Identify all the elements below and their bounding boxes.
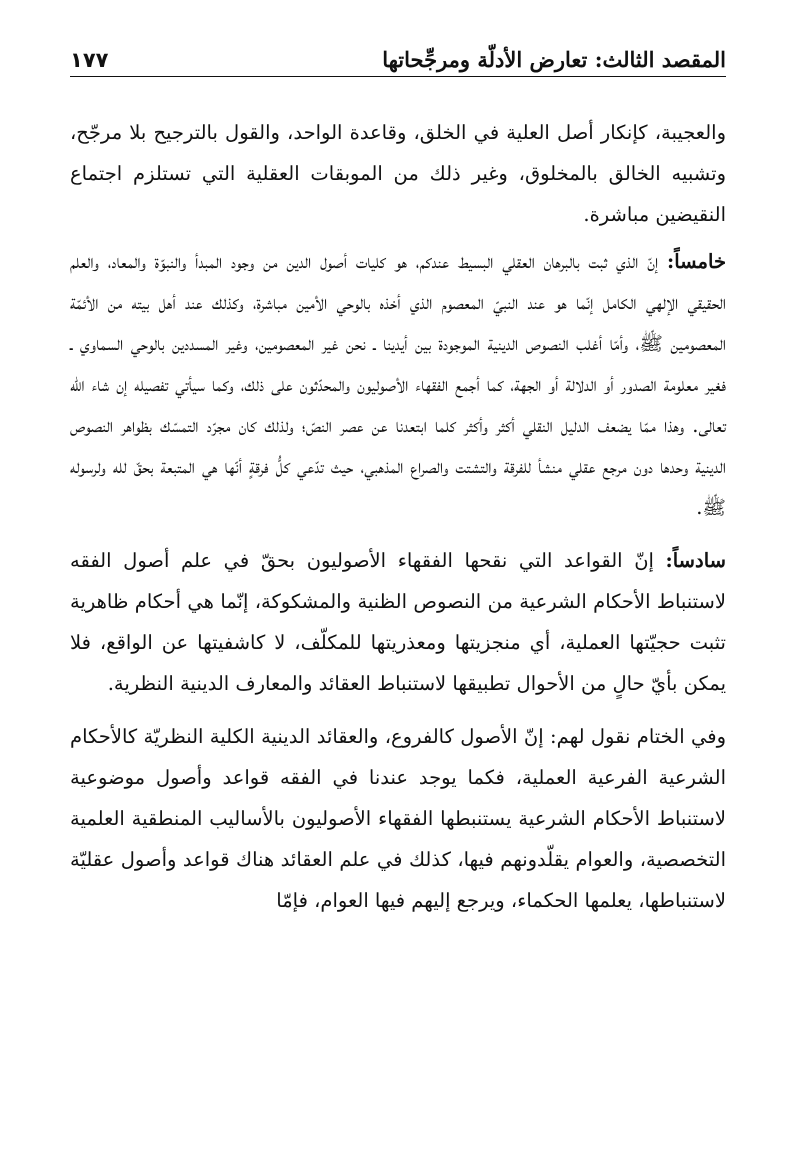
paragraph-continuation	[70, 112, 726, 235]
page-body	[70, 112, 726, 933]
paragraph-text: إنّ الذي ثبت بالبرهان العقلي البسيط عندكم، هو كليات أصول الدين من وجود المبدأ والنبوّة والمعاد، والعلم الحقيقي الإلهي الكامل إنّما هو عند النبيّ المعصوم الذي أخذه بالوحي الأمين مباشرة، وكذلك عند أهل بيته من الأئمّة المعصومين ﷺ، وأمّا أغلب النصوص الدينية الموجودة بين أيدينا ـ نحن غير المعصومين، وغير المسددين بالوحي السماوي ـ فغير معلومة الصدور أو الدلالة أو الجهة، كما أجمع الفقهاء الأصوليون والمحدّثون على ذلك، وكما سيأتي تفصيله إن شاء الله تعالى. وهذا ممّا يضعف الدليل النقلي أكثر وأكثر كلما ابتعدنا عن عصر النصّ؛ ولذلك كان مجرّد التمسّك بظواهر النصوص الدينية وحدها دون مرجع عقلي منشأ للفرقة والتشتت والصراع المذهبي، حيث تدّعي كلُّ فرقةٍ أنّها هي المتبعة بحقّ لله ولرسوله ﷺ.	[70, 250, 726, 519]
running-title: المقصد الثالث: تعارض الأدلّة ومرجِّحاتها	[382, 47, 726, 72]
paragraph-lead: خامساً:	[667, 250, 726, 273]
paragraph-text: وفي الختام نقول لهم: إنّ الأصول كالفروع، والعقائد الدينية الكلية النظريّة كالأحكام الشرعية الفرعية العملية، فكما يوجد عندنا في الفقه قواعد وأصول موضوعية لاستنباط الأحكام الشرعية يستنبطها الفقهاء الأصوليون بالأساليب المنطقية العلمية التخصصية، والعوام يقلّدونهم فيها، كذلك في علم العقائد هناك قواعد وأصول عقليّة لاستنباطها، يعلمها الحكماء، ويرجع إليهم فيها العوام، فإمّا	[70, 725, 726, 912]
paragraph-lead: سادساً:	[665, 549, 726, 572]
paragraph-fifth	[70, 241, 726, 528]
paragraph-text: إنّ القواعد التي نقحها الفقهاء الأصوليون بحقّ في علم أصول الفقه لاستنباط الأحكام الشرعية من النصوص الظنية والمشكوكة، إنّما هي أحكام ظاهرية تثبت حجيّتها العملية، أي منجزيتها ومعذريتها للمكلّف، لا كاشفيتها عن الواقع، فلا يمكن بأيّ حالٍ من الأحوال تطبيقها لاستنباط العقائد والمعارف الدينية النظرية.	[70, 549, 726, 695]
paragraph-sixth	[70, 540, 726, 704]
page-header	[70, 34, 726, 77]
paragraph-conclusion	[70, 716, 726, 921]
paragraph-text: والعجيبة، كإنكار أصل العلية في الخلق، وقاعدة الواحد، والقول بالترجيح بلا مرجّح، وتشبيه الخالق بالمخلوق، وغير ذلك من الموبقات العقلية التي تستلزم اجتماع النقيضين مباشرة.	[70, 121, 726, 226]
page-number: ١٧٧	[70, 48, 109, 72]
